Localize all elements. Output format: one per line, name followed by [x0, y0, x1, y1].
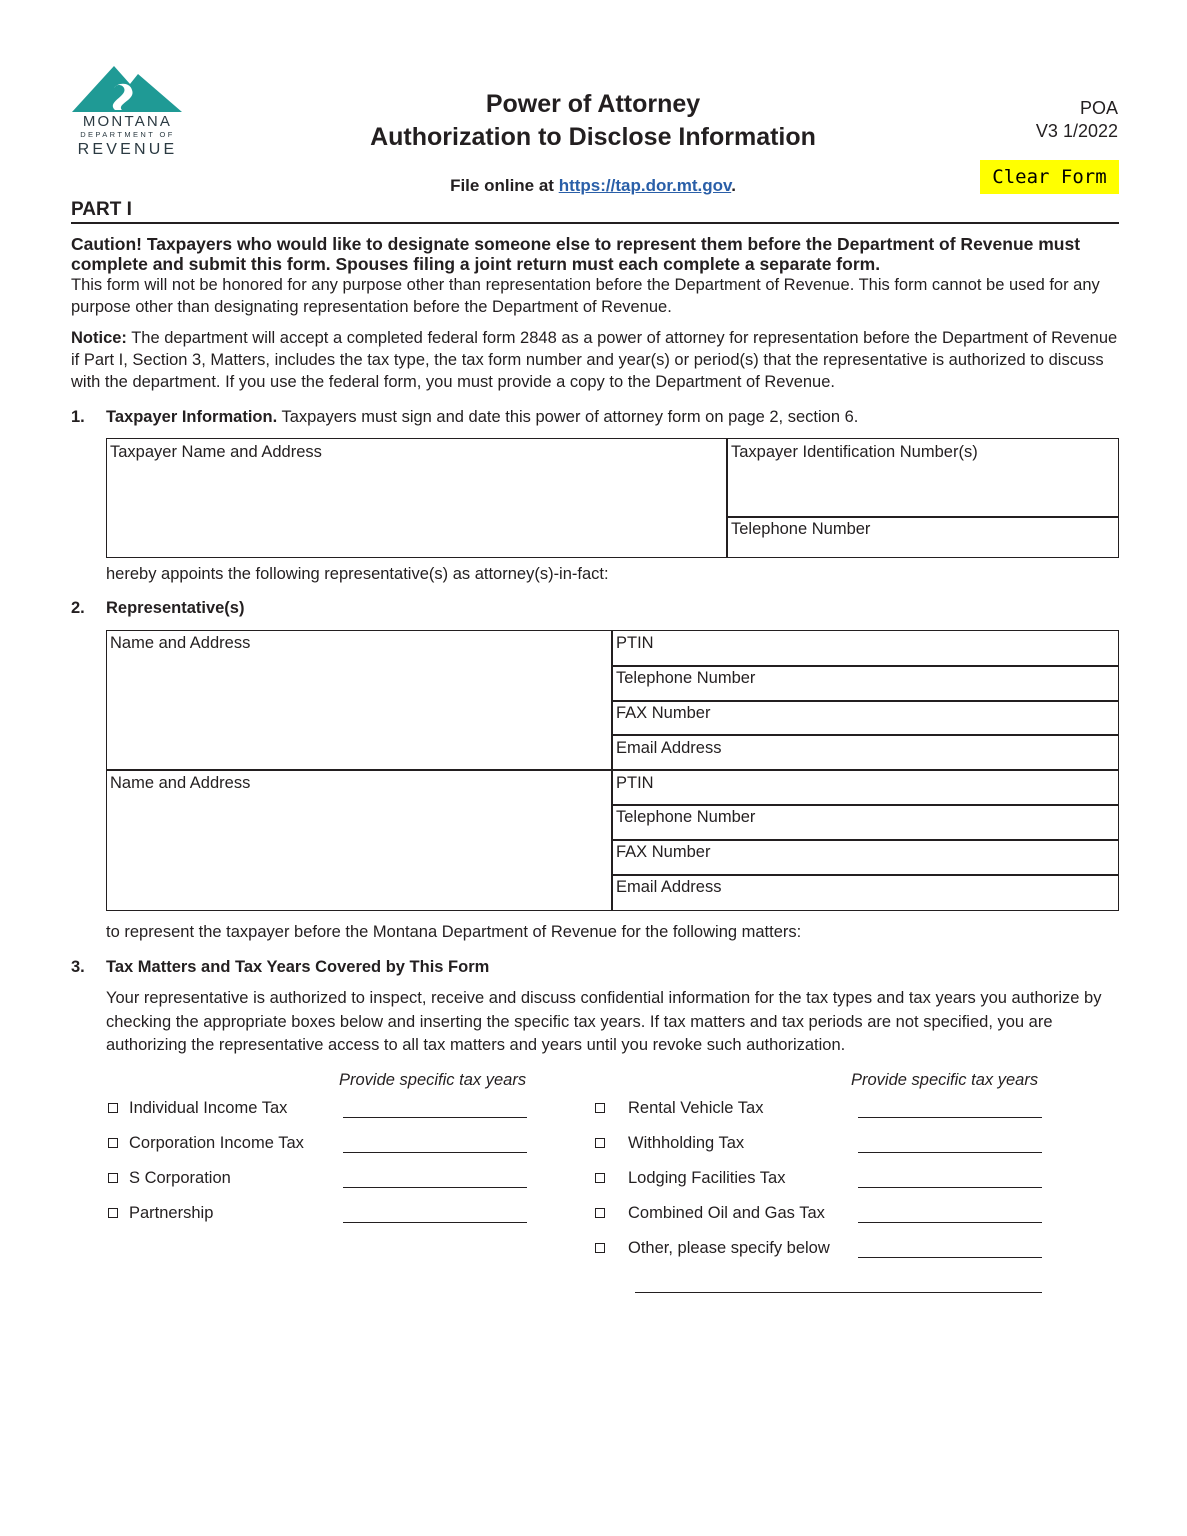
rep2-fax-field[interactable] [613, 840, 1119, 874]
combined-oil-gas-checkbox[interactable] [595, 1208, 605, 1218]
caution-text: Caution! Taxpayers who would like to designate someone else to represent them before the Department of Revenue must complete and submit this form. Spouses filing a joint return must each complete a separate form. [71, 234, 1081, 274]
taxpayer-name-label: Taxpayer Name and Address [110, 443, 322, 461]
combined-oil-gas-label: Combined Oil and Gas Tax [628, 1204, 825, 1222]
rep2-email-field[interactable] [613, 875, 1119, 910]
title-line-1: Power of Attorney [485, 90, 701, 118]
logo-text-revenue: REVENUE [77, 141, 178, 158]
rep2-phone-label: Telephone Number [616, 808, 756, 826]
rep1-email-label: Email Address [616, 739, 722, 757]
section2-title: Representative(s) [106, 599, 245, 617]
part-divider [71, 222, 1119, 224]
section3-number: 3. [71, 958, 85, 976]
other-years-field[interactable] [858, 1257, 1042, 1258]
partnership-checkbox[interactable] [108, 1208, 118, 1218]
rental-vehicle-years-field[interactable] [858, 1117, 1042, 1118]
partnership-label: Partnership [129, 1204, 214, 1222]
file-online-prefix: File online at [450, 176, 559, 195]
appoints-text: hereby appoints the following representative(s) as attorney(s)-in-fact: [106, 565, 609, 583]
other-checkbox[interactable] [595, 1243, 605, 1253]
notice-paragraph [71, 327, 1121, 393]
tax-item-s-corporation [108, 1167, 548, 1189]
section1-text: Taxpayers must sign and date this power of attorney form on page 2, section 6. [277, 408, 859, 426]
clear-form-button[interactable]: Clear Form [980, 160, 1119, 194]
tax-item-rental-vehicle [595, 1097, 1045, 1119]
rep2-name-field[interactable] [107, 771, 612, 910]
file-online-link[interactable]: https://tap.dor.mt.gov [558, 176, 732, 195]
individual-income-checkbox[interactable] [108, 1103, 118, 1113]
rep1-fax-label: FAX Number [616, 704, 711, 722]
page-title [300, 88, 886, 154]
tax-item-partnership [108, 1202, 548, 1224]
lodging-facilities-years-field[interactable] [858, 1187, 1042, 1188]
file-online-line [300, 175, 886, 197]
rep2-ptin-label: PTIN [616, 774, 654, 792]
lodging-facilities-checkbox[interactable] [595, 1173, 605, 1183]
rep2-email-label: Email Address [616, 878, 722, 896]
file-online-suffix: . [731, 176, 736, 195]
tax-item-combined-oil-gas [595, 1202, 1045, 1224]
rep2-name-label: Name and Address [110, 774, 251, 792]
tax-item-other [595, 1237, 1045, 1259]
rep1-ptin-label: PTIN [616, 634, 654, 652]
honored-text: This form will not be honored for any purpose other than representation before the Department of Revenue. This form cannot be used for any purpose other than designating representation before the Department of Revenue. [71, 276, 1100, 316]
rental-vehicle-checkbox[interactable] [595, 1103, 605, 1113]
withholding-label: Withholding Tax [628, 1134, 745, 1152]
combined-oil-gas-years-field[interactable] [858, 1222, 1042, 1223]
rep1-ptin-field[interactable] [613, 631, 1119, 665]
other-label: Other, please specify below [628, 1239, 830, 1257]
section2-number: 2. [71, 599, 85, 617]
left-years-header: Provide specific tax years [339, 1071, 527, 1089]
other-specify-field[interactable] [635, 1292, 1042, 1293]
rep2-fax-label: FAX Number [616, 843, 711, 861]
rep2-ptin-field[interactable] [613, 771, 1119, 804]
s-corporation-years-field[interactable] [343, 1187, 527, 1188]
represent-text: to represent the taxpayer before the Montana Department of Revenue for the following matters: [106, 923, 802, 941]
rep2-phone-field[interactable] [613, 805, 1119, 839]
form-identifier [960, 97, 1118, 143]
notice-text: The department will accept a completed federal form 2848 as a power of attorney for representation before the Department of Revenue if Part I, Section 3, Matters, includes the tax type, the tax form number and year(s) or period(s) that the representative is authorized to discuss with the department. If you use the federal form, you must provide a copy to the Department of Revenue. [71, 329, 1118, 391]
rep1-phone-field[interactable] [613, 666, 1119, 700]
section3-text: Your representative is authorized to inspect, receive and discuss confidential information for the tax types and tax years you authorize by checking the appropriate boxes below and inserting the specific tax years. If tax matters and tax periods are not specified, you are authorizing the representative access to all tax matters and years until you revoke such authorization. [106, 989, 1102, 1054]
logo-text-department: DEPARTMENT OF [80, 130, 175, 139]
withholding-checkbox[interactable] [595, 1138, 605, 1148]
rep1-phone-label: Telephone Number [616, 669, 756, 687]
rep1-fax-field[interactable] [613, 701, 1119, 734]
title-line-2: Authorization to Disclose Information [370, 123, 816, 151]
rep1-name-field[interactable] [107, 631, 612, 769]
tax-item-corporation-income [108, 1132, 548, 1154]
tax-item-lodging-facilities [595, 1167, 1045, 1189]
rental-vehicle-label: Rental Vehicle Tax [628, 1099, 764, 1117]
corporation-income-years-field[interactable] [343, 1152, 527, 1153]
section3-title: Tax Matters and Tax Years Covered by This Form [106, 958, 490, 976]
s-corporation-checkbox[interactable] [108, 1173, 118, 1183]
tax-item-withholding [595, 1132, 1045, 1154]
section1-number: 1. [71, 408, 85, 426]
taxpayer-tin-label: Taxpayer Identification Number(s) [731, 443, 978, 461]
corporation-income-checkbox[interactable] [108, 1138, 118, 1148]
right-years-header: Provide specific tax years [851, 1071, 1039, 1089]
partnership-years-field[interactable] [343, 1222, 527, 1223]
tax-item-individual-income [108, 1097, 548, 1119]
individual-income-years-field[interactable] [343, 1117, 527, 1118]
notice-label: Notice: [71, 329, 127, 347]
form-version: V3 1/2022 [1035, 121, 1118, 141]
withholding-years-field[interactable] [858, 1152, 1042, 1153]
s-corporation-label: S Corporation [129, 1169, 231, 1187]
taxpayer-name-field[interactable] [107, 440, 728, 518]
taxpayer-phone-field[interactable] [728, 517, 1119, 557]
individual-income-label: Individual Income Tax [129, 1099, 288, 1117]
form-code: POA [1079, 98, 1118, 118]
section1-heading [106, 406, 858, 428]
rep1-email-field[interactable] [613, 736, 1119, 769]
corporation-income-label: Corporation Income Tax [129, 1134, 304, 1152]
lodging-facilities-label: Lodging Facilities Tax [628, 1169, 786, 1187]
taxpayer-phone-label: Telephone Number [731, 520, 871, 538]
part-heading: PART I [71, 199, 132, 220]
taxpayer-tin-field[interactable] [728, 440, 1119, 516]
section1-title: Taxpayer Information. [106, 408, 278, 426]
rep1-name-label: Name and Address [110, 634, 251, 652]
logo-text-montana: MONTANA [82, 113, 173, 130]
